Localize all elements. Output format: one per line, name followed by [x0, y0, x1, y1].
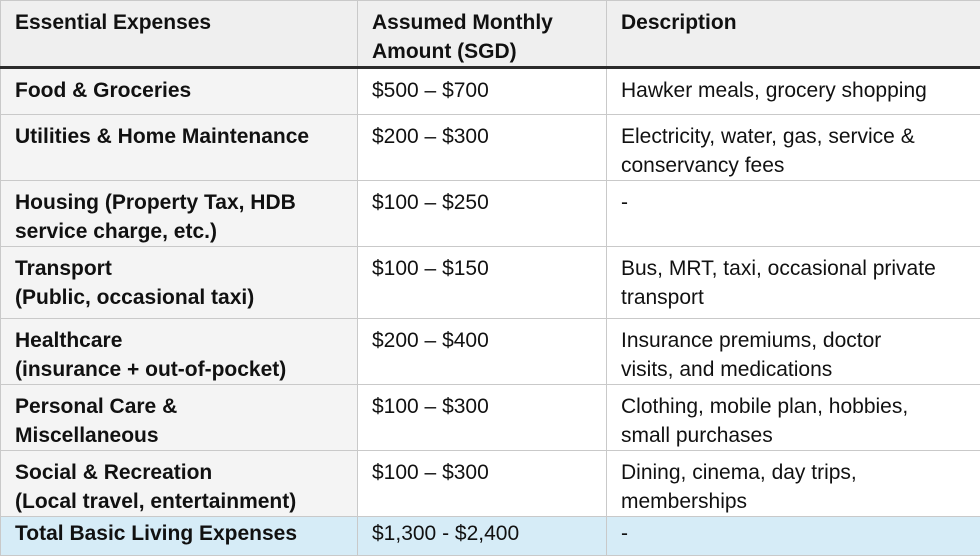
amount-value: $200 – $300: [372, 122, 594, 151]
amount-cell: [358, 181, 607, 247]
amount-value: $200 – $400: [372, 326, 594, 355]
description-text: Electricity, water, gas, service &: [621, 122, 968, 151]
table-body: [1, 68, 980, 556]
header-description-text: Description: [621, 8, 968, 37]
description-text-line-2: conservancy fees: [621, 151, 968, 180]
description-cell: [607, 115, 980, 181]
description-cell: [607, 181, 980, 247]
expense-label-cell: [1, 115, 358, 181]
total-label-cell: [1, 517, 358, 556]
description-text-line-2: small purchases: [621, 421, 968, 450]
description-text: Bus, MRT, taxi, occasional private: [621, 254, 968, 283]
table-row: [1, 115, 980, 181]
amount-value: $100 – $250: [372, 188, 594, 217]
table-row: [1, 181, 980, 247]
table-header: [1, 1, 980, 68]
header-assumed-monthly-amount: [358, 1, 607, 68]
total-description: -: [621, 519, 968, 548]
expense-label-cell: [1, 385, 358, 451]
header-essential-expenses-text: Essential Expenses: [15, 8, 345, 37]
amount-cell: [358, 68, 607, 115]
expense-label-cell: [1, 451, 358, 517]
amount-cell: [358, 319, 607, 385]
expense-label-line-2: service charge, etc.): [15, 217, 345, 246]
description-text: Clothing, mobile plan, hobbies,: [621, 392, 968, 421]
header-essential-expenses: [1, 1, 358, 68]
header-amount-line-1: Assumed Monthly: [372, 8, 594, 37]
description-cell: [607, 319, 980, 385]
table-row: [1, 247, 980, 319]
table-row: [1, 319, 980, 385]
header-amount-line-2: Amount (SGD): [372, 37, 594, 66]
expense-label-cell: [1, 181, 358, 247]
description-text: Dining, cinema, day trips,: [621, 458, 968, 487]
expense-label-line-2: Miscellaneous: [15, 421, 345, 450]
table-row: [1, 68, 980, 115]
expense-label-line-2: (insurance + out-of-pocket): [15, 355, 345, 384]
description-text-line-2: memberships: [621, 487, 968, 516]
header-description: [607, 1, 980, 68]
description-text: -: [621, 188, 968, 217]
amount-cell: [358, 247, 607, 319]
expense-label: Food & Groceries: [15, 76, 345, 105]
total-amount: $1,300 - $2,400: [372, 519, 594, 548]
expense-label-line-2: (Public, occasional taxi): [15, 283, 345, 312]
amount-value: $100 – $300: [372, 392, 594, 421]
expense-label: Utilities & Home Maintenance: [15, 122, 345, 151]
expense-label-cell: [1, 68, 358, 115]
expense-label: Transport: [15, 254, 345, 283]
expense-label: Personal Care &: [15, 392, 345, 421]
expense-label: Housing (Property Tax, HDB: [15, 188, 345, 217]
description-text-line-2: transport: [621, 283, 968, 312]
table-row: [1, 385, 980, 451]
amount-value: $100 – $150: [372, 254, 594, 283]
amount-cell: [358, 115, 607, 181]
expense-label: Social & Recreation: [15, 458, 345, 487]
description-cell: [607, 385, 980, 451]
expense-label-line-2: (Local travel, entertainment): [15, 487, 345, 516]
total-label: Total Basic Living Expenses: [15, 519, 345, 548]
total-row: [1, 517, 980, 556]
amount-cell: [358, 385, 607, 451]
table-row: [1, 451, 980, 517]
amount-value: $500 – $700: [372, 76, 594, 105]
total-amount-cell: [358, 517, 607, 556]
amount-value: $100 – $300: [372, 458, 594, 487]
description-text-line-2: visits, and medications: [621, 355, 968, 384]
amount-cell: [358, 451, 607, 517]
expense-label-cell: [1, 319, 358, 385]
description-text: Hawker meals, grocery shopping: [621, 76, 968, 105]
description-cell: [607, 247, 980, 319]
description-text: Insurance premiums, doctor: [621, 326, 968, 355]
header-row: [1, 1, 980, 68]
expense-label-cell: [1, 247, 358, 319]
expense-label: Healthcare: [15, 326, 345, 355]
description-cell: [607, 451, 980, 517]
total-description-cell: [607, 517, 980, 556]
description-cell: [607, 68, 980, 115]
